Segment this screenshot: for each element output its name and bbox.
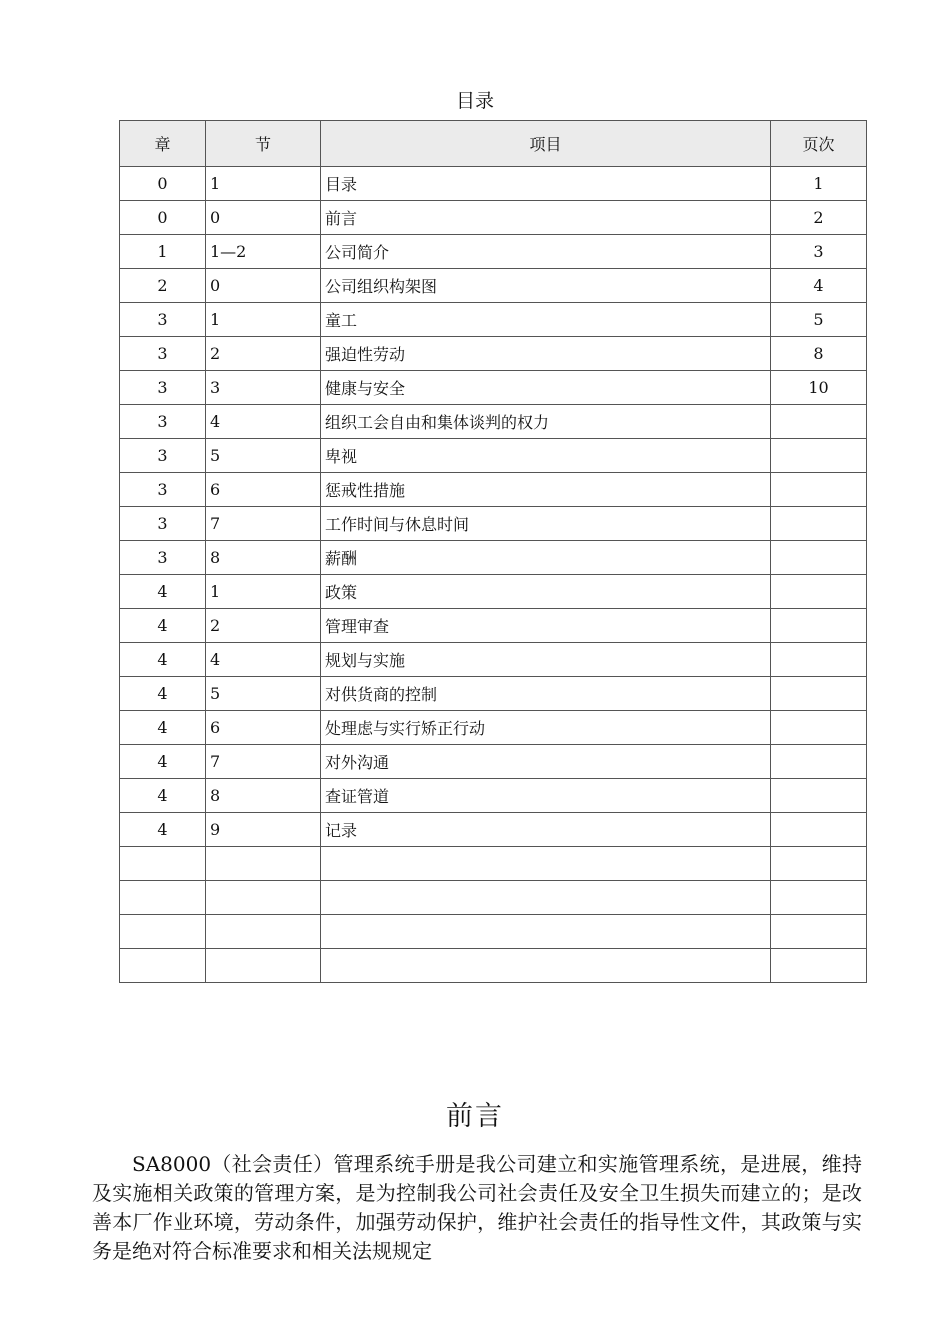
section-cell: 7 xyxy=(206,745,321,779)
chapter-cell: 4 xyxy=(120,779,206,813)
page-cell: 3 xyxy=(771,235,867,269)
chapter-cell xyxy=(120,949,206,983)
section-cell: 3 xyxy=(206,371,321,405)
item-cell: 惩戒性措施 xyxy=(321,473,771,507)
table-row xyxy=(120,541,867,575)
page-cell xyxy=(771,711,867,745)
chapter-cell xyxy=(120,847,206,881)
chapter-cell: 4 xyxy=(120,643,206,677)
table-row xyxy=(120,915,867,949)
header-page: 页次 xyxy=(771,121,867,167)
chapter-cell: 1 xyxy=(120,235,206,269)
section-cell: 5 xyxy=(206,439,321,473)
page-cell: 1 xyxy=(771,167,867,201)
table-row xyxy=(120,473,867,507)
item-cell: 处理虑与实行矫正行动 xyxy=(321,711,771,745)
page-cell xyxy=(771,779,867,813)
table-row xyxy=(120,167,867,201)
chapter-cell: 3 xyxy=(120,303,206,337)
page-cell xyxy=(771,745,867,779)
chapter-cell: 3 xyxy=(120,337,206,371)
chapter-cell: 4 xyxy=(120,711,206,745)
table-row xyxy=(120,609,867,643)
section-cell: 9 xyxy=(206,813,321,847)
section-cell: 1 xyxy=(206,167,321,201)
section-cell: 8 xyxy=(206,779,321,813)
table-row xyxy=(120,269,867,303)
section-cell: 6 xyxy=(206,711,321,745)
item-cell xyxy=(321,949,771,983)
toc-body xyxy=(120,167,867,983)
section-cell: 7 xyxy=(206,507,321,541)
page-cell xyxy=(771,473,867,507)
section-cell: 1 xyxy=(206,303,321,337)
page-cell: 4 xyxy=(771,269,867,303)
chapter-cell: 3 xyxy=(120,541,206,575)
chapter-cell: 4 xyxy=(120,609,206,643)
table-row xyxy=(120,303,867,337)
table-row xyxy=(120,371,867,405)
chapter-cell: 0 xyxy=(120,201,206,235)
item-cell: 政策 xyxy=(321,575,771,609)
table-row xyxy=(120,507,867,541)
table-row xyxy=(120,881,867,915)
item-cell: 对供货商的控制 xyxy=(321,677,771,711)
section-cell xyxy=(206,881,321,915)
page-cell xyxy=(771,677,867,711)
item-cell: 对外沟通 xyxy=(321,745,771,779)
table-row xyxy=(120,337,867,371)
page-cell xyxy=(771,541,867,575)
item-cell: 规划与实施 xyxy=(321,643,771,677)
table-row xyxy=(120,439,867,473)
chapter-cell: 3 xyxy=(120,405,206,439)
preface-body: SA8000（社会责任）管理系统手册是我公司建立和实施管理系统，是进展，维持及实施相关政策的管理方案，是为控制我公司社会责任及安全卫生损失而建立的；是改善本厂作业环境，劳动条件，加强劳动保护，维护社会责任的指导性文件，其政策与实务是绝对符合标准要求和相关法规规定 xyxy=(92,1152,862,1263)
chapter-cell: 0 xyxy=(120,167,206,201)
section-cell: 0 xyxy=(206,201,321,235)
item-cell xyxy=(321,847,771,881)
table-row xyxy=(120,847,867,881)
item-cell: 管理审查 xyxy=(321,609,771,643)
toc-title: 目录 xyxy=(455,90,494,112)
item-cell: 公司简介 xyxy=(321,235,771,269)
section-cell: 6 xyxy=(206,473,321,507)
page-cell: 2 xyxy=(771,201,867,235)
item-cell: 童工 xyxy=(321,303,771,337)
table-row xyxy=(120,575,867,609)
page-cell: 10 xyxy=(771,371,867,405)
chapter-cell: 4 xyxy=(120,745,206,779)
page-cell xyxy=(771,439,867,473)
chapter-cell xyxy=(120,881,206,915)
item-cell: 健康与安全 xyxy=(321,371,771,405)
page-cell xyxy=(771,813,867,847)
toc-table xyxy=(119,120,867,983)
item-cell: 公司组织构架图 xyxy=(321,269,771,303)
page-cell xyxy=(771,949,867,983)
table-row xyxy=(120,779,867,813)
page-cell xyxy=(771,507,867,541)
section-cell: 5 xyxy=(206,677,321,711)
table-row xyxy=(120,711,867,745)
page-cell: 5 xyxy=(771,303,867,337)
table-row xyxy=(120,235,867,269)
item-cell: 工作时间与休息时间 xyxy=(321,507,771,541)
chapter-cell: 4 xyxy=(120,575,206,609)
section-cell: 4 xyxy=(206,643,321,677)
page-cell xyxy=(771,881,867,915)
item-cell: 强迫性劳动 xyxy=(321,337,771,371)
item-cell xyxy=(321,915,771,949)
header-section: 节 xyxy=(206,121,321,167)
section-cell: 2 xyxy=(206,337,321,371)
preface-title: 前言 xyxy=(446,1101,504,1132)
chapter-cell: 3 xyxy=(120,439,206,473)
chapter-cell: 3 xyxy=(120,371,206,405)
page-cell xyxy=(771,847,867,881)
item-cell xyxy=(321,881,771,915)
section-cell: 1 xyxy=(206,575,321,609)
table-row xyxy=(120,813,867,847)
table-row xyxy=(120,201,867,235)
page-cell xyxy=(771,643,867,677)
item-cell: 记录 xyxy=(321,813,771,847)
table-row xyxy=(120,643,867,677)
section-cell: 4 xyxy=(206,405,321,439)
chapter-cell: 3 xyxy=(120,507,206,541)
section-cell xyxy=(206,847,321,881)
item-cell: 目录 xyxy=(321,167,771,201)
section-cell: 8 xyxy=(206,541,321,575)
chapter-cell: 3 xyxy=(120,473,206,507)
section-cell: 0 xyxy=(206,269,321,303)
item-cell: 查证管道 xyxy=(321,779,771,813)
page-cell xyxy=(771,915,867,949)
item-cell: 薪酬 xyxy=(321,541,771,575)
chapter-cell: 2 xyxy=(120,269,206,303)
page-cell xyxy=(771,609,867,643)
section-cell: 2 xyxy=(206,609,321,643)
table-row xyxy=(120,745,867,779)
section-cell xyxy=(206,915,321,949)
table-row xyxy=(120,949,867,983)
toc-header-row xyxy=(120,121,867,167)
header-chapter: 章 xyxy=(120,121,206,167)
chapter-cell xyxy=(120,915,206,949)
page-cell: 8 xyxy=(771,337,867,371)
page-cell xyxy=(771,575,867,609)
section-cell: 1—2 xyxy=(206,235,321,269)
chapter-cell: 4 xyxy=(120,677,206,711)
header-item: 项目 xyxy=(321,121,771,167)
section-cell xyxy=(206,949,321,983)
item-cell: 组织工会自由和集体谈判的权力 xyxy=(321,405,771,439)
page-cell xyxy=(771,405,867,439)
table-row xyxy=(120,405,867,439)
item-cell: 卑视 xyxy=(321,439,771,473)
chapter-cell: 4 xyxy=(120,813,206,847)
table-row xyxy=(120,677,867,711)
item-cell: 前言 xyxy=(321,201,771,235)
